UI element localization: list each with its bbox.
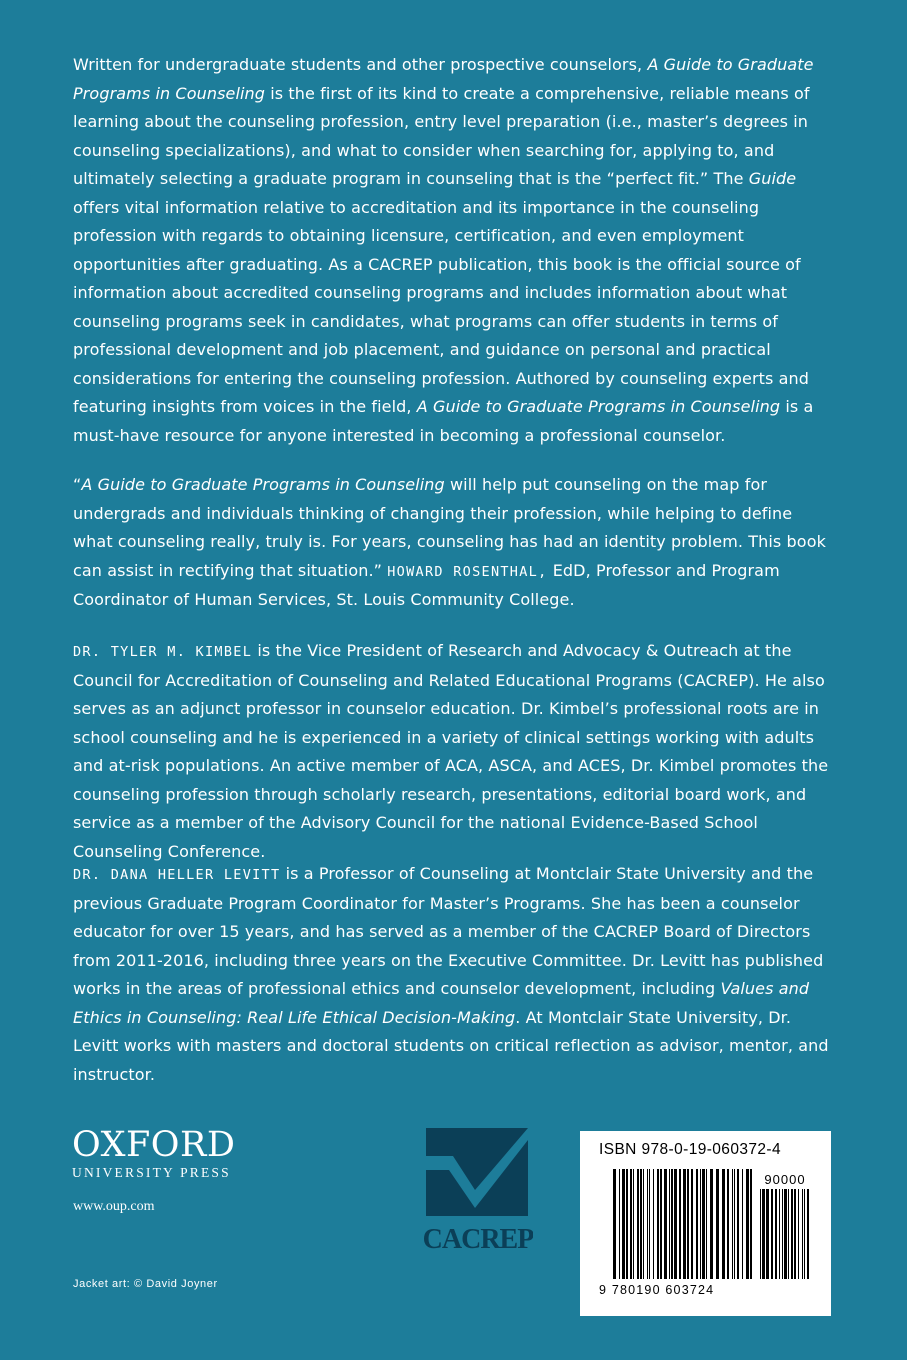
barcode-bar (784, 1189, 787, 1279)
barcode-bar (746, 1169, 749, 1279)
barcode-bar (737, 1169, 739, 1279)
barcode-bar (674, 1169, 677, 1279)
description-text: is a must-have resource for anyone interested in becoming a professional counselor. (73, 397, 814, 445)
barcode-bar (649, 1169, 650, 1279)
barcode-bar (691, 1169, 693, 1279)
isbn-label: ISBN 978-0-19-060372-4 (599, 1141, 781, 1158)
cacrep-logo (423, 1128, 533, 1252)
barcode-bar (771, 1189, 773, 1279)
barcode-bar (679, 1169, 681, 1279)
publisher-name: OXFORD (72, 1125, 236, 1165)
barcode-bar (804, 1189, 805, 1279)
barcode-bar (633, 1169, 634, 1279)
barcode-bar (791, 1189, 793, 1279)
quote-mark: “ (73, 475, 82, 494)
price-code: 90000 (764, 1172, 806, 1187)
barcode-bar (630, 1169, 632, 1279)
author-bio-kimbel (73, 637, 835, 866)
author-name: DR. DANA HELLER LEVITT (73, 867, 281, 883)
barcode-bar (643, 1169, 644, 1279)
book-title-italic: A Guide to Graduate Programs in Counseling (81, 475, 445, 494)
barcode-bar (626, 1169, 628, 1279)
description-paragraph (73, 51, 835, 450)
barcode-bar (671, 1169, 673, 1279)
barcode-bar (732, 1169, 733, 1279)
cacrep-logo-text: CACREP (423, 1224, 533, 1252)
isbn-barcode (580, 1131, 831, 1316)
barcode-bar (750, 1169, 752, 1279)
barcode-bar (683, 1169, 686, 1279)
jacket-art-credit: Jacket art: © David Joyner (73, 1278, 218, 1290)
barcode-bar (766, 1189, 769, 1279)
description-text: is the first of its kind to create a comprehensive, reliable means of learning about the counseling profession, entry level preparation (i.e., master’s degrees in counseling specializations), and what to consider when searching for, applying to, and ultimately selecting a graduate program in counseling that is the “perfect fit.” The (73, 83, 810, 188)
barcode-bar (664, 1169, 667, 1279)
barcode-bar (762, 1189, 765, 1279)
barcode-graphic (580, 1131, 831, 1316)
quote-text: will help put counseling on the map for undergrads and individuals thinking of changing their profession, while helping to define what counseling really, truly is. For years, counseling has had an identity problem. This book can assist in rectifying that situation.” (73, 475, 826, 580)
description-text: offers vital information relative to accreditation and its importance in the counseling profession with regards to obtaining licensure, certification, and even employment opportunities after graduating. As a CACREP publication, this book is the official source of information about accredited counseling programs and includes information about what counseling programs seek in candidates, what programs can offer students in terms of professional development and job placement, and guidance on personal and practical considerations for entering the counseling profession. Authored by counseling experts and featuring insights from voices in the field, (73, 197, 810, 416)
barcode-bar (798, 1189, 799, 1279)
barcode-bar (702, 1169, 705, 1279)
barcode-bar (716, 1169, 719, 1279)
endorser-affiliation: EdD, Professor and Program Coordinator of Human Services, St. Louis Community College. (73, 560, 780, 609)
book-title-italic: A Guide to Graduate Programs in Counseling (73, 55, 814, 103)
book-title-italic: A Guide to Graduate Programs in Counseling (416, 397, 781, 416)
barcode-bar (802, 1189, 803, 1279)
barcode-bar (760, 1189, 761, 1279)
book-title-italic: Values and Ethics in Counseling: Real Life Ethical Decision-Making (73, 979, 810, 1027)
endorser-name: HOWARD ROSENTHAL, (387, 563, 548, 580)
barcode-bar (687, 1169, 689, 1279)
barcode-bar (727, 1169, 729, 1279)
barcode-bar (779, 1189, 780, 1279)
barcode-bar (669, 1169, 670, 1279)
endorsement-quote (73, 471, 835, 615)
author-bio-text: is a Professor of Counseling at Montclair State University and the previous Graduate Program Coordinator for Master’s Programs. She has been a counselor educator for over 15 years, and has served as a member of the CACREP Board of Directors from 2011-2016, including three years on the Executive Committee. Dr. Levitt has published works in the areas of professional ethics and counselor development, including (73, 864, 824, 998)
author-bio-text: is the Vice President of Research and Advocacy & Outreach at the Council for Accreditation of Counseling and Related Educational Programs (CACREP). He also serves as an adjunct professor in counselor education. Dr. Kimbel’s professional roots are in school counseling and he is experienced in a variety of clinical settings working with adults and at-risk populations. An active member of ACA, ASCA, and ACES, Dr. Kimbel promotes the counseling profession through scholarly research, presentations, editorial board work, and service as a member of the Advisory Council for the national Evidence-Based School Counseling Conference. (73, 641, 829, 861)
guide-italic: Guide (748, 169, 797, 188)
barcode-bar (775, 1189, 777, 1279)
barcode-bar (619, 1169, 620, 1279)
barcode-bar (700, 1169, 701, 1279)
publisher-subname: UNIVERSITY PRESS (72, 1165, 231, 1180)
barcode-bar (660, 1169, 662, 1279)
barcode-bar (742, 1169, 743, 1279)
barcode-bar (807, 1189, 809, 1279)
barcode-bar (788, 1189, 789, 1279)
price-addon-bars (760, 1189, 809, 1279)
author-bio-levitt (73, 860, 835, 1089)
author-bio-text: . At Montclair State University, Dr. Levitt works with masters and doctoral students on critical reflection as advisor, mentor, and instructor. (73, 1007, 829, 1084)
barcode-bar (640, 1169, 642, 1279)
barcode-bar (794, 1189, 796, 1279)
barcode-bar (734, 1169, 735, 1279)
barcode-bar (706, 1169, 707, 1279)
barcode-bar (613, 1169, 616, 1279)
barcode-bar (710, 1169, 713, 1279)
barcode-bar (647, 1169, 648, 1279)
barcode-bar (637, 1169, 639, 1279)
description-text: Written for undergraduate students and other prospective counselors, (73, 55, 648, 74)
barcode-bar (782, 1189, 783, 1279)
barcode-number: 9 780190 603724 (599, 1283, 715, 1297)
barcode-bar (653, 1169, 654, 1279)
barcode-bar (622, 1169, 625, 1279)
barcode-bar (722, 1169, 725, 1279)
barcode-bar (696, 1169, 698, 1279)
author-name: DR. TYLER M. KIMBEL (73, 644, 253, 660)
barcode-bar (657, 1169, 659, 1279)
ean-bars (613, 1169, 752, 1279)
publisher-url: www.oup.com (73, 1199, 155, 1214)
oxford-university-press-logo (72, 1127, 252, 1181)
